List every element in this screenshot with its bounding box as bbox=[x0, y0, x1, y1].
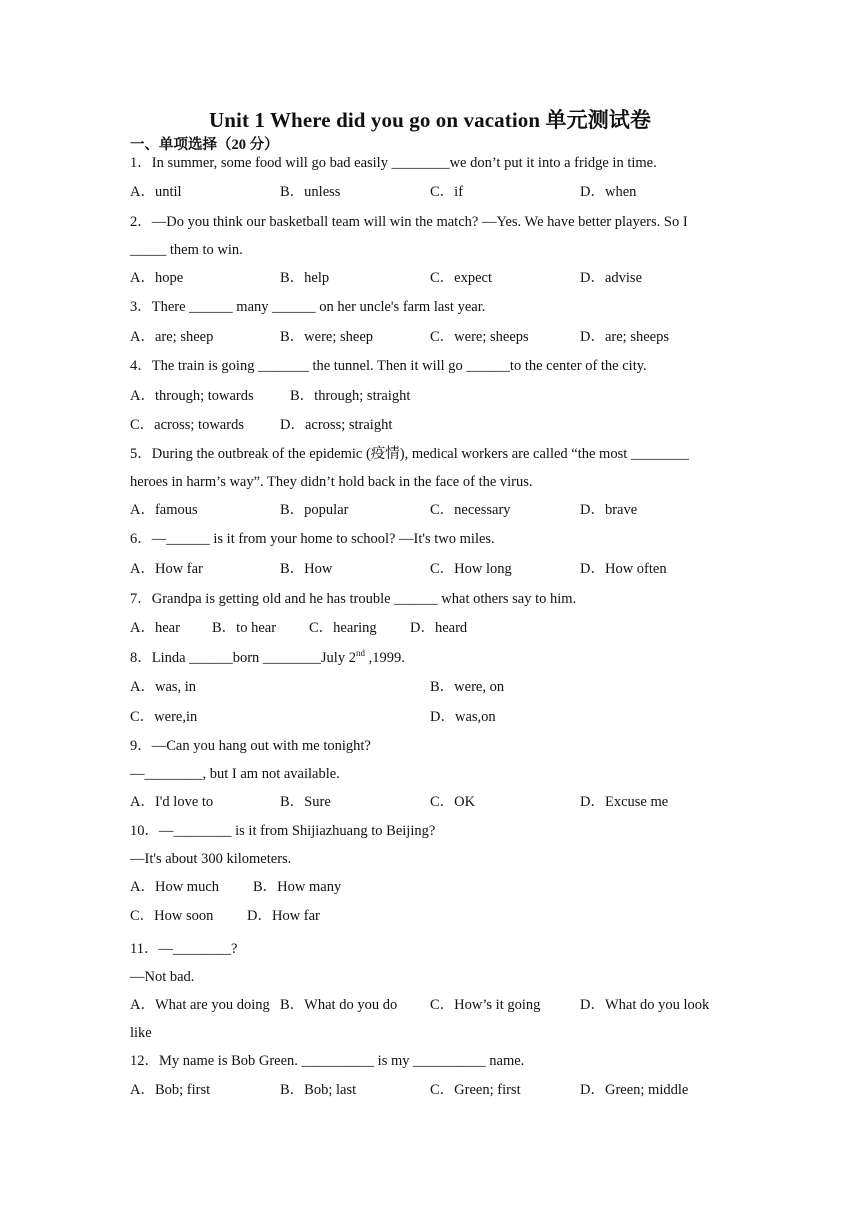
question-5-option-c: C．necessary bbox=[430, 502, 511, 518]
question-1-option-d: D．when bbox=[580, 184, 637, 200]
question-9-option-a: A．I'd love to bbox=[130, 794, 214, 810]
question-2-stem: 2．—Do you think our basketball team will win the match? —Yes. We have better players. So I bbox=[130, 214, 688, 230]
question-3-option-b: B．were; sheep bbox=[280, 329, 374, 345]
question-8-stem bbox=[130, 649, 730, 667]
question-5-option-d: D．brave bbox=[580, 502, 638, 518]
question-7-stem: 7．Grandpa is getting old and he has trouble ______ what others say to him. bbox=[130, 591, 577, 607]
question-9-stem-cont: —________, but I am not available. bbox=[130, 766, 340, 782]
question-12-stem: 12．My name is Bob Green. __________ is my __________ name. bbox=[130, 1053, 525, 1069]
question-8-option-c: C．were,in bbox=[130, 709, 198, 725]
question-8-stem-text: 8．Linda ______born ________July 2 bbox=[130, 650, 356, 666]
question-3-stem: 3．There ______ many ______ on her uncle's farm last year. bbox=[130, 299, 486, 315]
question-5-stem-cont: heroes in harm’s way”. They didn’t hold back in the face of the virus. bbox=[130, 474, 533, 490]
question-11-option-d: D．What do you look bbox=[580, 997, 710, 1013]
question-4-option-b: B．through; straight bbox=[290, 388, 411, 404]
question-10-option-a: A．How much bbox=[130, 879, 220, 895]
question-1-option-a: A．until bbox=[130, 184, 182, 200]
question-9-stem: 9．—Can you hang out with me tonight? bbox=[130, 738, 371, 754]
question-5-option-a: A．famous bbox=[130, 502, 198, 518]
question-7-option-b: B．to hear bbox=[212, 620, 277, 636]
question-7-option-c: C．hearing bbox=[309, 620, 377, 636]
question-10-stem: 10．—________ is it from Shijiazhuang to Beijing? bbox=[130, 823, 436, 839]
question-1-stem: 1．In summer, some food will go bad easily ________we don’t put it into a fridge in time. bbox=[130, 155, 657, 171]
question-4-option-c: C．across; towards bbox=[130, 417, 244, 433]
question-11-option-a: A．What are you doing bbox=[130, 997, 270, 1013]
question-8-option-a: A．was, in bbox=[130, 679, 197, 695]
page-title: Unit 1 Where did you go on vacation 单元测试卷 bbox=[208, 108, 652, 132]
question-12-option-b: B．Bob; last bbox=[280, 1082, 357, 1098]
question-9-option-b: B．Sure bbox=[280, 794, 331, 810]
question-11-stem: 11．—________? bbox=[130, 941, 238, 957]
question-5-stem: 5．During the outbreak of the epidemic (疫情), medical workers are called “the most ________ bbox=[130, 446, 689, 462]
question-10-option-c: C．How soon bbox=[130, 908, 214, 924]
question-2-option-c: C．expect bbox=[430, 270, 493, 286]
question-8-option-d: D．was,on bbox=[430, 709, 496, 725]
question-7-option-d: D．heard bbox=[410, 620, 468, 636]
question-10-stem-cont: —It's about 300 kilometers. bbox=[130, 851, 292, 867]
question-10-option-b: B．How many bbox=[253, 879, 342, 895]
question-2-stem-cont: _____ them to win. bbox=[130, 242, 243, 258]
question-11-option-c: C．How’s it going bbox=[430, 997, 541, 1013]
question-6-option-b: B．How bbox=[280, 561, 333, 577]
question-3-option-a: A．are; sheep bbox=[130, 329, 214, 345]
question-6-option-c: C．How long bbox=[430, 561, 512, 577]
question-11-option-d-cont: like bbox=[130, 1025, 152, 1041]
question-10-option-d: D．How far bbox=[247, 908, 320, 924]
question-2-option-b: B．help bbox=[280, 270, 330, 286]
question-1-option-b: B．unless bbox=[280, 184, 341, 200]
question-3-option-c: C．were; sheeps bbox=[430, 329, 529, 345]
question-8-superscript: nd bbox=[355, 648, 365, 659]
question-12-option-a: A．Bob; first bbox=[130, 1082, 211, 1098]
question-3-option-d: D．are; sheeps bbox=[580, 329, 669, 345]
question-5-option-b: B．popular bbox=[280, 502, 349, 518]
question-7-option-a: A．hear bbox=[130, 620, 180, 636]
question-9-option-d: D．Excuse me bbox=[580, 794, 669, 810]
question-2-option-d: D．advise bbox=[580, 270, 643, 286]
question-4-stem: 4．The train is going _______ the tunnel. Then it will go ______to the center of the city. bbox=[130, 358, 647, 374]
question-6-stem: 6．—______ is it from your home to school? —It's two miles. bbox=[130, 531, 495, 547]
question-9-option-c: C．OK bbox=[430, 794, 476, 810]
question-6-option-d: D．How often bbox=[580, 561, 667, 577]
question-4-option-d: D．across; straight bbox=[280, 417, 393, 433]
question-2-option-a: A．hope bbox=[130, 270, 184, 286]
question-8-option-b: B．were, on bbox=[430, 679, 505, 695]
question-8-stem-end: ,1999. bbox=[364, 650, 405, 666]
question-12-option-d: D．Green; middle bbox=[580, 1082, 689, 1098]
question-1-option-c: C．if bbox=[430, 184, 464, 200]
question-6-option-a: A．How far bbox=[130, 561, 203, 577]
question-11-option-b: B．What do you do bbox=[280, 997, 398, 1013]
question-4-option-a: A．through; towards bbox=[130, 388, 254, 404]
question-11-stem-cont: —Not bad. bbox=[130, 969, 195, 985]
question-12-option-c: C．Green; first bbox=[430, 1082, 521, 1098]
section-heading: 一、单项选择（20 分） bbox=[130, 137, 279, 153]
